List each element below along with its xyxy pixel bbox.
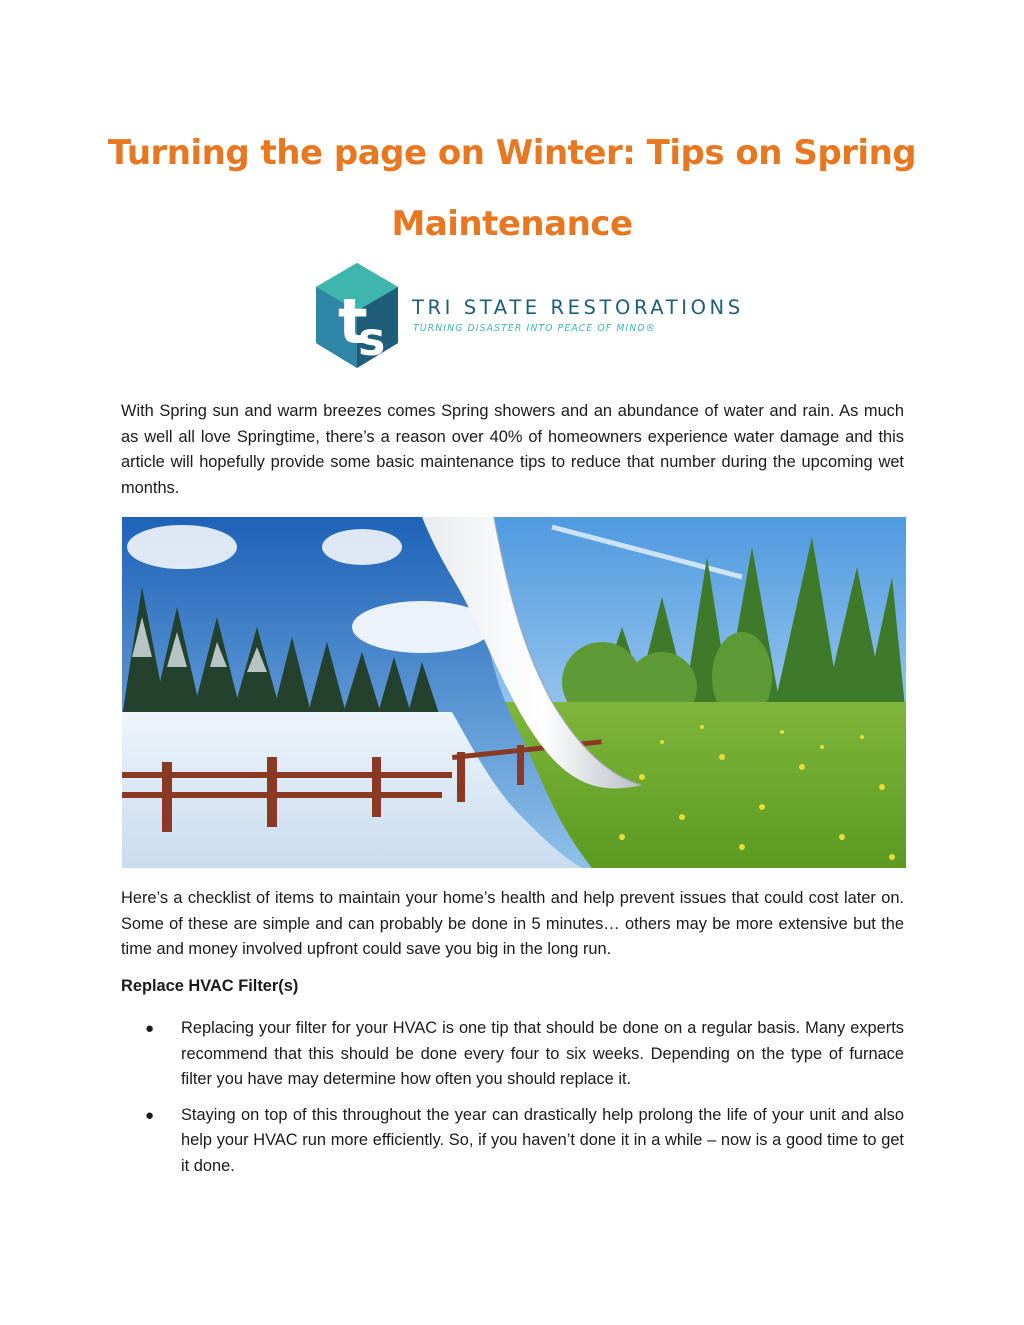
hvac-bullet-list xyxy=(121,1016,904,1189)
svg-text:t: t xyxy=(338,285,368,358)
ts-monogram-icon xyxy=(316,263,398,368)
bullet-text: Replacing your filter for your HVAC is one tip that should be done on a regular basis. Many experts recommend that this should be done every four to six weeks. Depending on the type of furnace filter you have may determine how often you should replace it. xyxy=(181,1019,904,1088)
company-name: TRI STATE RESTORATIONS xyxy=(412,296,744,319)
checklist-intro-paragraph: Here’s a checklist of items to maintain your home’s health and help prevent issues that could cost later on. Some of these are simple and can probably be done in 5 minutes… others may be more extensive but the time and money involved upfront could save you big in the long run. xyxy=(121,889,904,958)
company-tagline: TURNING DISASTER INTO PEACE OF MIND® xyxy=(413,323,656,334)
bullet-icon: ● xyxy=(145,1106,155,1124)
winter-to-spring-page-curl-photo xyxy=(122,517,906,868)
intro-paragraph: With Spring sun and warm breezes comes Spring showers and an abundance of water and rain. As much as well all love Springtime, there’s a reason over 40% of homeowners experience water damage and this article will hopefully provide some basic maintenance tips to reduce that number during the upcoming wet months. xyxy=(121,402,904,497)
section-heading-hvac: Replace HVAC Filter(s) xyxy=(121,977,299,995)
page-title: Turning the page on Winter: Tips on Spring Maintenance xyxy=(107,133,917,244)
list-item xyxy=(121,1016,904,1093)
svg-text:s: s xyxy=(358,312,386,366)
company-logo xyxy=(316,263,744,370)
bullet-text: Staying on top of this throughout the year can drastically help prolong the life of your unit and also help your HVAC run more efficiently. So, if you haven’t done it in a while – now is a good time to get it done. xyxy=(181,1105,904,1175)
bullet-icon: ● xyxy=(145,1020,155,1037)
list-item xyxy=(121,1103,904,1180)
